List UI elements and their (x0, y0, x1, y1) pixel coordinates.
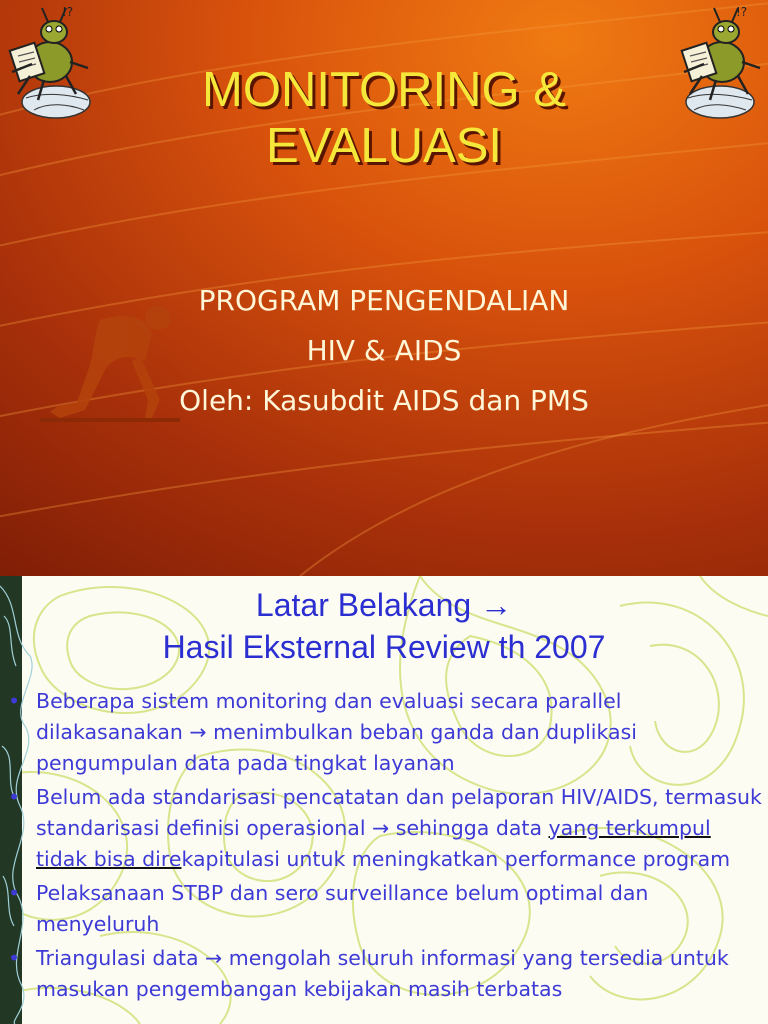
bullet-marker: • (8, 946, 21, 970)
subtitle-line3: Oleh: Kasubdit AIDS dan PMS (179, 384, 589, 417)
subtitle-line1: PROGRAM PENGENDALIAN (198, 284, 570, 317)
bug-with-clipboard-icon (676, 2, 764, 120)
subtitle-line2: HIV & AIDS (306, 334, 462, 367)
slide-title-line2: EVALUASI (265, 119, 503, 173)
list-item (8, 878, 764, 940)
slide-heading (60, 584, 708, 668)
bullet-marker: • (8, 785, 21, 809)
bullet-text: Pelaksanaan STBP dan sero surveillance belum optimal dan menyeluruh (36, 881, 649, 936)
bullet-marker: • (8, 689, 21, 713)
list-item (8, 782, 764, 875)
list-item (8, 686, 764, 779)
bullet-marker: • (8, 881, 21, 905)
bullet-list (8, 686, 764, 1008)
bullet-text: Beberapa sistem monitoring dan evaluasi secara parallel dilakasanakan → menimbulkan beban ganda dan duplikasi pengumpulan data pada tingkat layanan (36, 689, 637, 775)
slide-title (100, 62, 668, 174)
slide-title-line1: MONITORING & (202, 63, 566, 117)
svg-text:!?: !? (62, 5, 74, 19)
bullet-text: Triangulasi data → mengolah seluruh informasi yang tersedia untuk masukan pengembangan kebijakan masih terbatas (36, 946, 729, 1001)
heading-line1: Latar Belakang → (255, 587, 513, 623)
content-slide (0, 576, 768, 1024)
list-item (8, 943, 764, 1005)
underlined-phrase: yang terkumpul tidak bisa dire (36, 816, 711, 871)
bug-with-clipboard-icon (4, 2, 92, 120)
heading-line2: Hasil Eksternal Review th 2007 (162, 629, 606, 665)
svg-text:!?: !? (736, 5, 748, 19)
bullet-text: Belum ada standarisasi pencatatan dan pelaporan HIV/AIDS, termasuk standarisasi definisi operasional → sehingga data yang terkumpul tidak bisa direkapitulasi untuk meningkatkan performance program (36, 785, 762, 871)
slide-subtitle (60, 276, 708, 426)
